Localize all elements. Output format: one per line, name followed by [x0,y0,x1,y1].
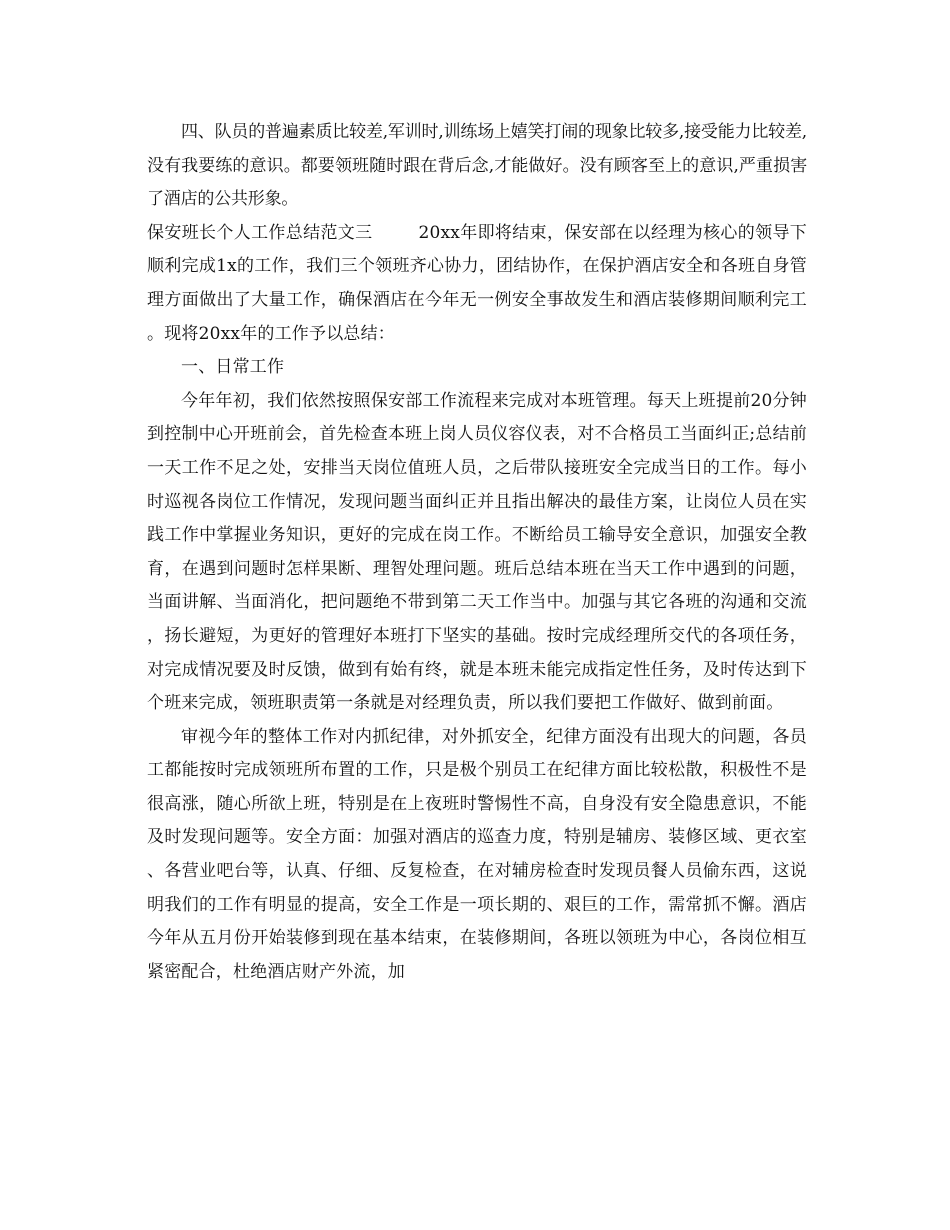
paragraph-annual-review: 审视今年的整体工作对内抓纪律，对外抓安全，纪律方面没有出现大的问题，各员工都能按时完成领班所布置的工作，只是极个别员工在纪律方面比较松散，积极性不是很高涨，随心所欲上班，特别是在上夜班时警惕性不高，自身没有安全隐患意识，不能及时发现问题等。安全方面：加强对酒店的巡查力度，特别是辅房、装修区域、更衣室、各营业吧台等，认真、仔细、反复检查，在对辅房检查时发现员餐人员偷东西，这说明我们的工作有明显的提高，安全工作是一项长期的、艰巨的工作，需常抓不懈。酒店今年从五月份开始装修到现在基本结束，在装修期间，各班以领班为中心，各岗位相互紧密配合，杜绝酒店财产外流，加 [147,726,807,982]
article-title: 保安班长个人工作总结范文三 [147,222,373,243]
paragraph-team-quality: 四、队员的普遍素质比较差,军训时,训练场上嬉笑打闹的现象比较多,接受能力比较差,没有我要练的意识。都要领班随时跟在背后念,才能做好。没有顾客至上的意识,严重损害了酒店的公共形象。 [147,122,807,210]
section-heading-daily-work: 一、日常工作 [181,357,285,378]
document-body [147,116,807,989]
article-intro-text: 20xx年即将结束，保安部在以经理为核心的领导下顺利完成1x的工作，我们三个领班齐心协力，团结协作，在保护酒店安全和各班自身管理方面做出了大量工作，确保酒店在今年无一例安全事故发生和酒店装修期间顺利完工。现将20xx年的工作予以总结： [147,222,807,344]
paragraph-daily-work: 今年年初，我们依然按照保安部工作流程来完成对本班管理。每天上班提前20分钟到控制中心开班前会，首先检查本班上岗人员仪容仪表，对不合格员工当面纠正;总结前一天工作不足之处，安排当天岗位值班人员，之后带队接班安全完成当日的工作。每小时巡视各岗位工作情况，发现问题当面纠正并且指出解决的最佳方案，让岗位人员在实践工作中掌握业务知识，更好的完成在岗工作。不断给员工输导安全意识，加强安全教育，在遇到问题时怎样果断、理智处理问题。班后总结本班在当天工作中遇到的问题，当面讲解、当面消化，把问题绝不带到第二天工作当中。加强与其它各班的沟通和交流，扬长避短，为更好的管理好本班打下坚实的基础。按时完成经理所交代的各项任务，对完成情况要及时反馈，做到有始有终，就是本班未能完成指定性任务，及时传达到下个班来完成，领班职责第一条就是对经理负责，所以我们要把工作做好、做到前面。 [147,390,807,714]
article-intro-block [147,217,807,351]
